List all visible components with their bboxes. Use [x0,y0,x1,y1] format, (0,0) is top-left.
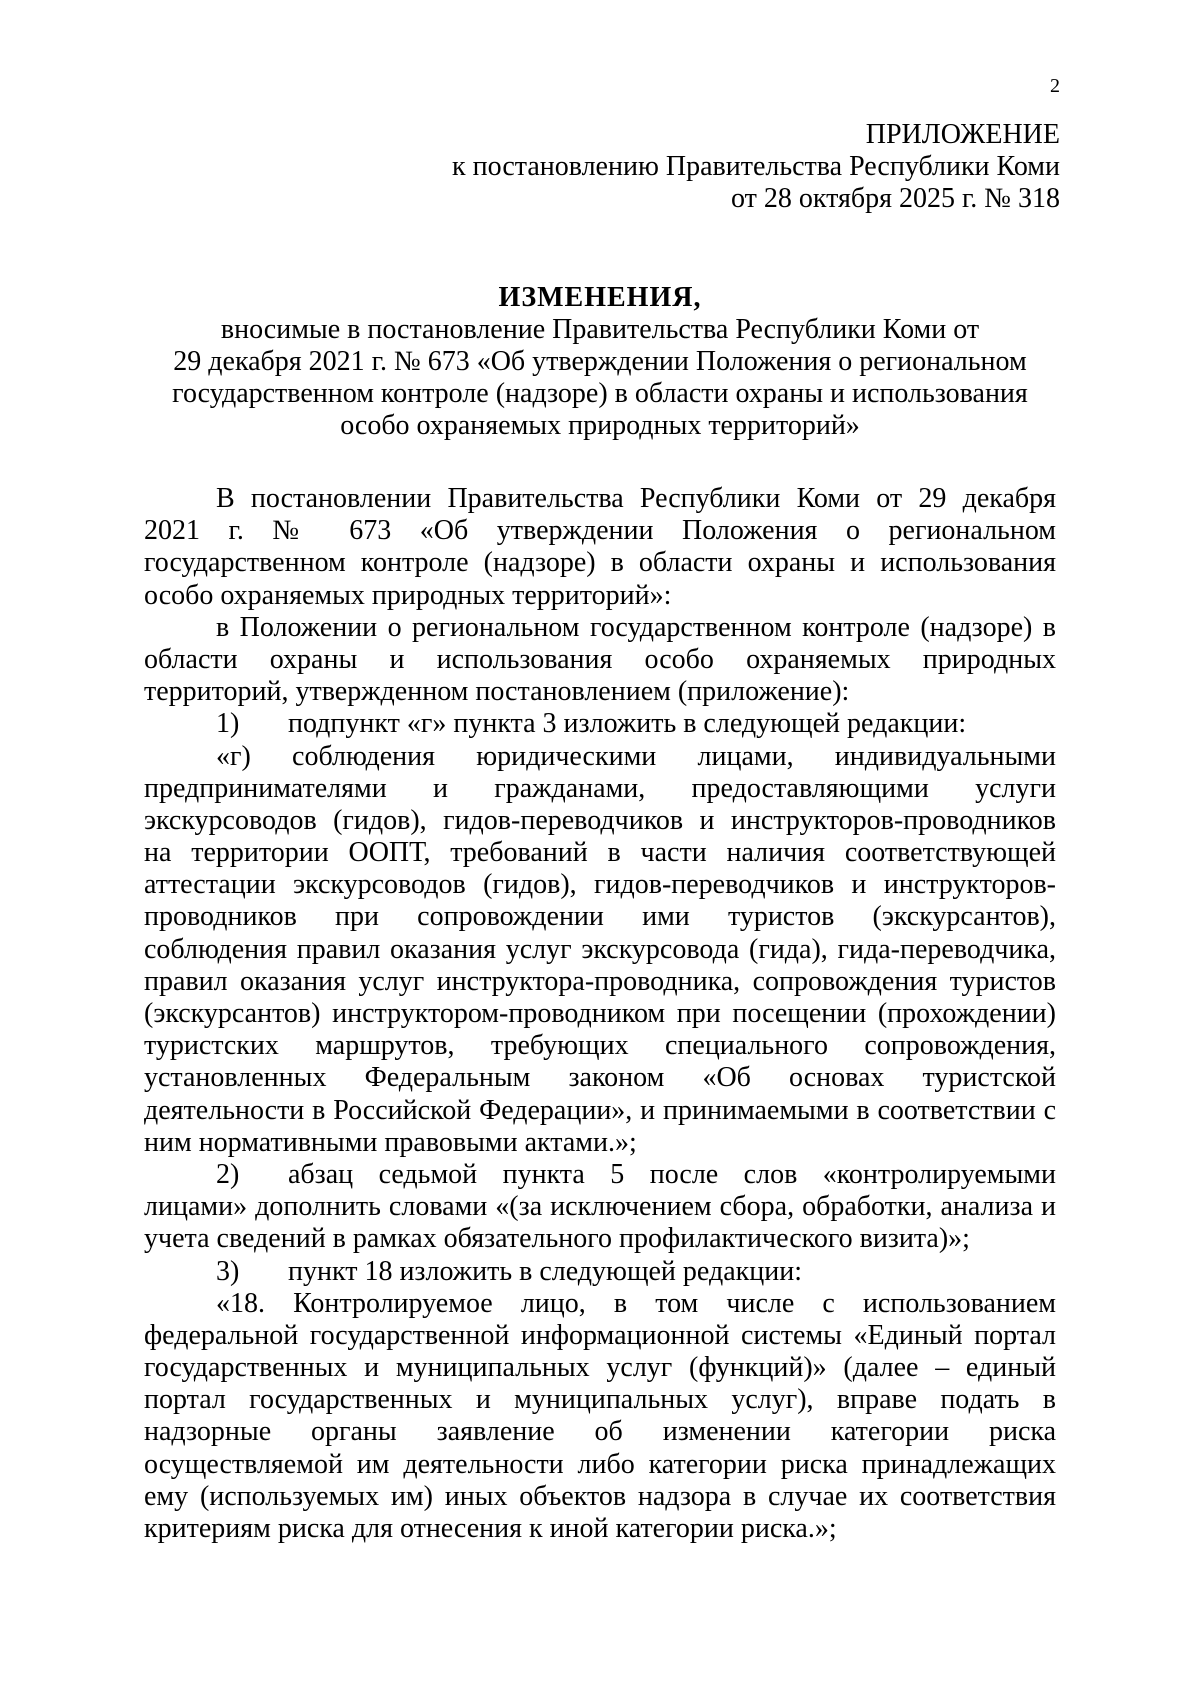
text-line: федеральной государственной информационной системы «Единый портал [144,1319,1056,1351]
text-line: 2021 г. № 673 «Об утверждении Положения о региональном [144,515,1056,547]
paragraph-item-2-continued [144,1191,1056,1255]
text-line: в Положении о региональном государственном контроле (надзоре) в [216,611,1056,643]
list-item-2 [144,1159,1056,1191]
annex-header [360,119,1060,215]
text-line: туристских маршрутов, требующих специального сопровождения, [144,1030,1056,1062]
text-line: «18. Контролируемое лицо, в том числе с использованием [216,1287,1056,1319]
list-item-text: подпункт «г» пункта 3 изложить в следующей редакции: [288,708,967,740]
list-item-1 [144,708,1056,740]
text-line: правил оказания услуг инструктора-проводника, сопровождения туристов [144,965,1056,997]
text-line: лицами» дополнить словами «(за исключением сбора, обработки, анализа и [144,1191,1056,1223]
annex-line: к постановлению Правительства Республики Коми [452,151,1060,182]
text-line: ним нормативными правовыми актами.»; [144,1126,637,1158]
list-item-3 [144,1256,1056,1288]
list-item-text: пункт 18 изложить в следующей редакции: [288,1255,802,1287]
text-line: учета сведений в рамках обязательного профилактического визита)»; [144,1223,970,1255]
text-line: осуществляемой им деятельности либо категории риска принадлежащих [144,1448,1056,1480]
document-subtitle-line: особо охраняемых природных территорий» [340,410,860,441]
paragraph-clause-18 [144,1288,1056,1546]
text-line: надзорные органы заявление об изменении категории риска [144,1416,1056,1448]
document-subtitle-line: государственном контроле (надзоре) в области охраны и использования [172,378,1028,409]
paragraph-intro [144,483,1056,612]
list-item-text: абзац седьмой пункта 5 после слов «контролируемыми [288,1158,1056,1190]
text-line: соблюдения правил оказания услуг экскурсовода (гида), гида-переводчика, [144,933,1056,965]
text-line: области охраны и использования особо охраняемых природных [144,643,1056,675]
document-title-block [148,282,1052,442]
document-body [144,483,1056,1545]
text-line: государственном контроле (надзоре) в области охраны и использования [144,547,1056,579]
paragraph-regulation [144,612,1056,709]
text-line: ему (используемых им) иных объектов надзора в случае их соответствия [144,1480,1056,1512]
paragraph-subclause-g [144,741,1056,1159]
document-heading: ИЗМЕНЕНИЯ, [498,282,702,313]
text-line: аттестации экскурсоводов (гидов), гидов-переводчиков и инструкторов- [144,869,1056,901]
annex-title: ПРИЛОЖЕНИЕ [865,119,1060,150]
text-line: проводников при сопровождении ими туристов (экскурсантов), [144,901,1056,933]
text-line: экскурсоводов (гидов), гидов-переводчиков и инструкторов-проводников [144,804,1056,836]
text-line: особо охраняемых природных территорий»: [144,579,672,611]
text-line: предпринимателями и гражданами, предоставляющими услуги [144,772,1056,804]
text-line: на территории ООПТ, требований в части наличия соответствующей [144,837,1056,869]
text-line: (экскурсантов) инструктором-проводником при посещении (прохождении) [144,998,1056,1029]
list-item-number: 1) [216,708,240,740]
text-line: территорий, утвержденном постановлением (приложение): [144,676,850,708]
text-line: «г) соблюдения юридическими лицами, индивидуальными [216,740,1056,772]
annex-date-line: от 28 октября 2025 г. № 318 [730,183,1060,214]
text-line: деятельности в Российской Федерации», и принимаемыми в соответствии с [144,1094,1056,1126]
text-line: В постановлении Правительства Республики Коми от 29 декабря [216,483,1056,514]
text-line: критериям риска для отнесения к иной категории риска.»; [144,1513,837,1544]
text-line: государственных и муниципальных услуг (функций)» (далее – единый [144,1352,1056,1384]
page-number: 2 [1050,75,1060,97]
text-line: установленных Федеральным законом «Об основах туристской [144,1062,1056,1094]
list-item-number: 3) [216,1255,240,1287]
document-subtitle-line: 29 декабря 2021 г. № 673 «Об утверждении Положения о региональном [173,346,1027,377]
text-line: портал государственных и муниципальных услуг), вправе подать в [144,1384,1056,1416]
list-item-number: 2) [216,1158,240,1190]
document-subtitle-line: вносимые в постановление Правительства Республики Коми от [220,314,980,345]
